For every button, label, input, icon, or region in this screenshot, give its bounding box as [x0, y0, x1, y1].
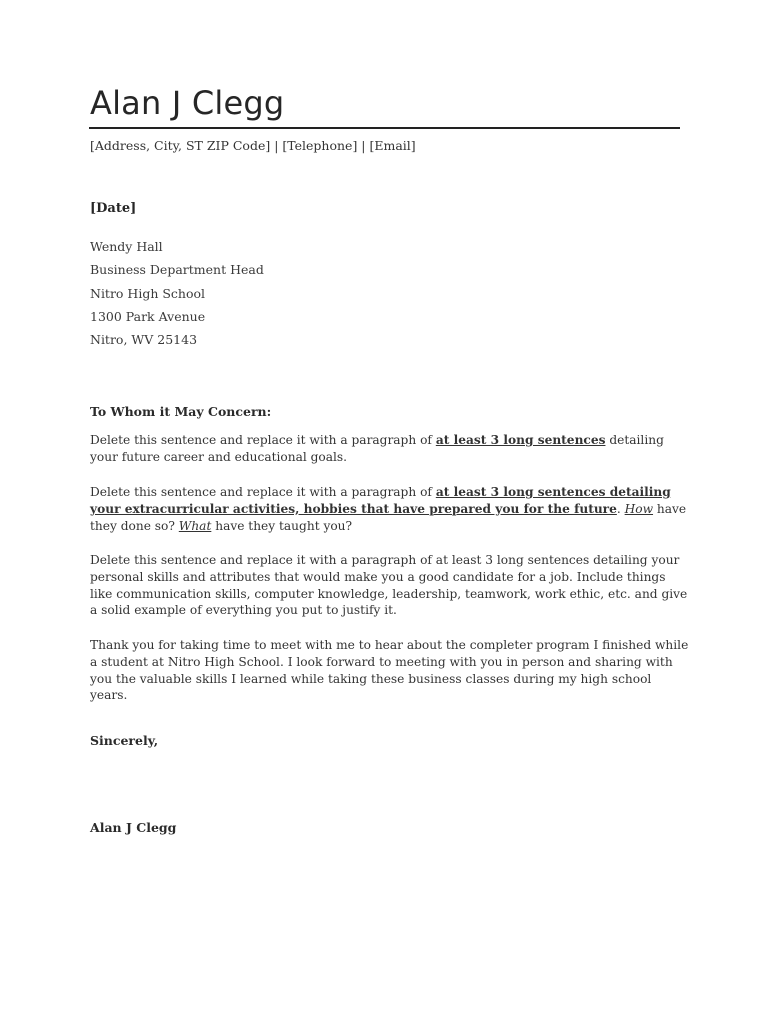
paragraph-emphasis-what: What — [178, 518, 212, 533]
header-rule — [89, 127, 680, 129]
paragraph-emphasis-how: How — [624, 501, 654, 516]
sender-name: Alan J Clegg — [90, 84, 285, 122]
paragraph-emphasis: at least 3 long sentences — [435, 433, 606, 447]
contact-line: [Address, City, ST ZIP Code] | [Telephone] | [Email] — [90, 138, 416, 153]
letter-date: [Date] — [90, 201, 137, 216]
paragraph-thank-you: Thank you for taking time to meet with me to hear about the completer program I finished while a student at Nitro High School. I look forward to meeting with you in person and sharing with you the valuable skills I learned while taking these business classes during my high school years. — [90, 638, 689, 703]
closing: Sincerely, — [90, 733, 159, 748]
recipient-name: Wendy Hall — [90, 239, 163, 254]
paragraph-text: detailing your future career and educational goals. — [90, 433, 664, 464]
paragraph-text: have they done so? — [90, 501, 687, 533]
recipient-organization: Nitro High School — [90, 285, 206, 301]
paragraph-text: . — [616, 501, 625, 516]
paragraph-emphasis: at least 3 long sentences detailing your extracurricular activities, hobbies that have prepared you for the future — [90, 485, 671, 516]
paragraph-personal-skills: Delete this sentence and replace it with a paragraph of at least 3 long sentences detailing your personal skills and attributes that would make you a good candidate for a job. Include things like communication skills, computer knowledge, leadership, teamwork, work ethic, etc. and give a solid example of everything you put to justify it. — [90, 553, 688, 618]
paragraph-extracurricular — [90, 484, 690, 534]
paragraph-text: Delete this sentence and replace it with a paragraph of — [90, 433, 436, 447]
salutation: To Whom it May Concern: — [90, 404, 272, 419]
paragraph-text: have they taught you? — [211, 518, 353, 533]
recipient-street: 1300 Park Avenue — [90, 308, 206, 324]
signature-name: Alan J Clegg — [90, 820, 177, 835]
paragraph-career-goals — [90, 432, 690, 466]
recipient-city-state-zip: Nitro, WV 25143 — [90, 332, 198, 348]
recipient-address — [90, 235, 264, 351]
paragraph-text: Delete this sentence and replace it with a paragraph of — [90, 485, 436, 499]
recipient-title: Business Department Head — [90, 262, 264, 278]
